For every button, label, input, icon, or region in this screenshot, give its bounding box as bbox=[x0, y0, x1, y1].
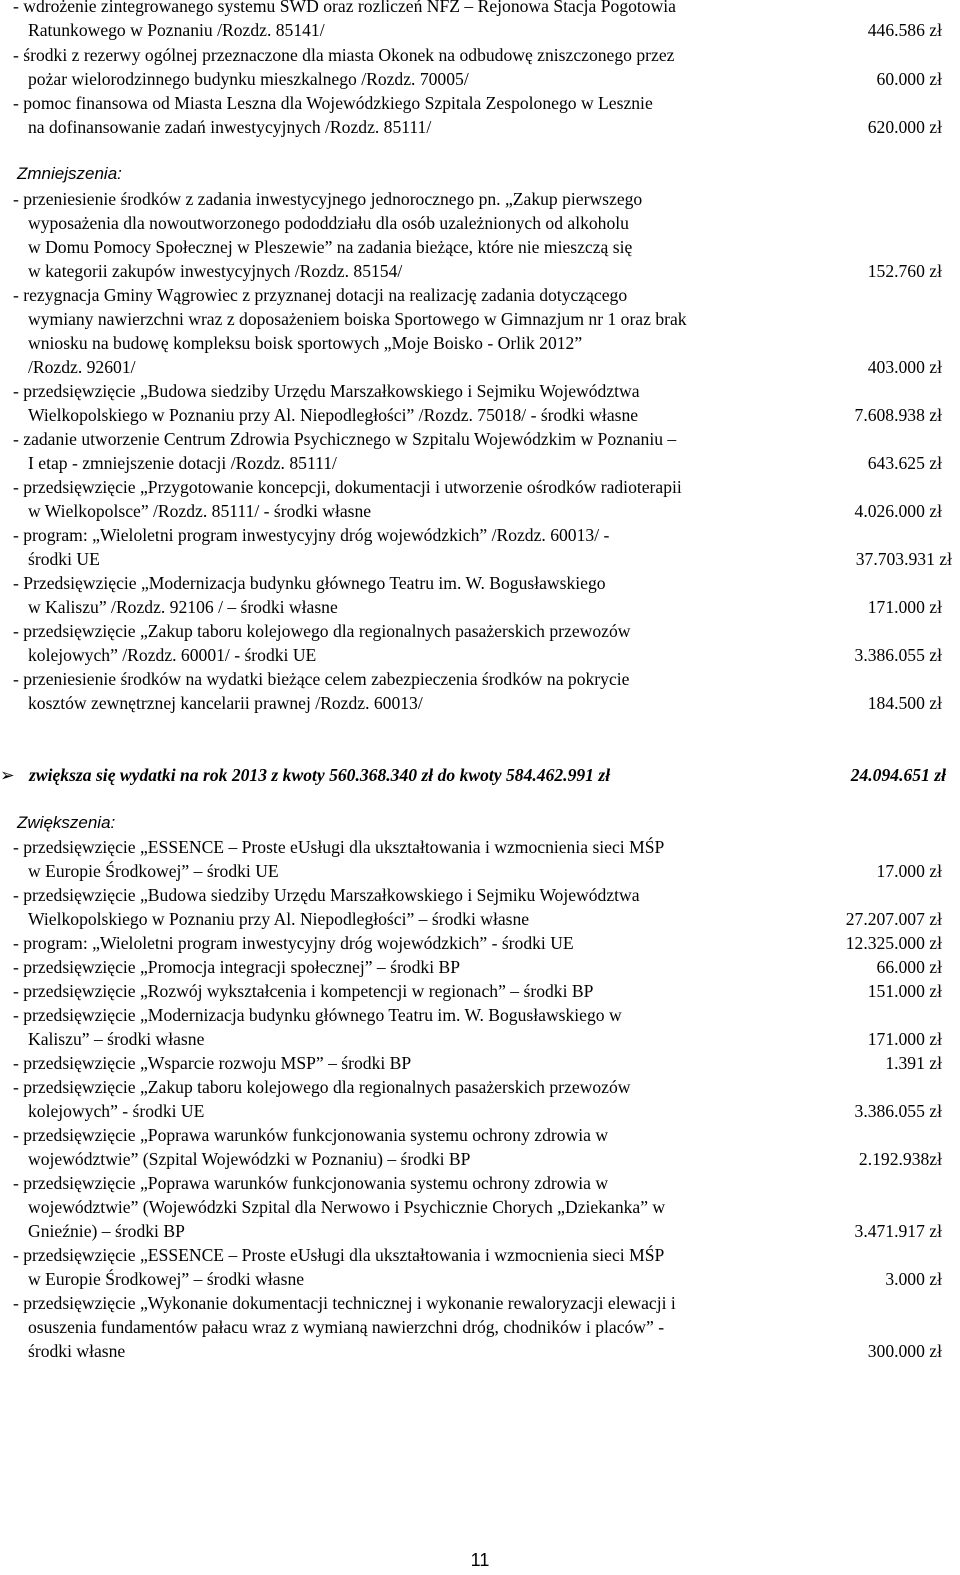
item-text: wyposażenia dla nowoutworzonego pododdziału dla osób uzależnionych od alkoholu bbox=[28, 213, 629, 233]
item-amount: 184.500 zł bbox=[867, 693, 942, 713]
item-text: - przedsięwzięcie „Wykonanie dokumentacji technicznej i wykonanie rewaloryzacji elewacji i bbox=[13, 1293, 676, 1313]
list-item bbox=[0, 1243, 960, 1291]
item-text: - przedsięwzięcie „Zakup taboru kolejowego dla regionalnych pasażerskich przewozów bbox=[13, 621, 631, 641]
item-amount: 3.471.917 zł bbox=[854, 1221, 942, 1241]
list-item bbox=[0, 931, 960, 955]
item-text: /Rozdz. 92601/ bbox=[28, 357, 136, 377]
decreases-heading: Zmniejszenia: bbox=[17, 164, 122, 183]
list-item bbox=[0, 619, 960, 667]
item-amount: 300.000 zł bbox=[867, 1341, 942, 1361]
item-text: Wielkopolskiego w Poznaniu przy Al. Niepodległości” – środki własne bbox=[28, 909, 530, 929]
list-item bbox=[0, 979, 960, 1003]
list-item bbox=[0, 1171, 960, 1243]
item-text: w Domu Pomocy Społecznej w Pleszewie” na zadania bieżące, które nie mieszczą się bbox=[28, 237, 633, 257]
list-item bbox=[0, 523, 960, 571]
item-text: - rezygnacja Gminy Wągrowiec z przyznanej dotacji na realizację zadania dotyczącego bbox=[13, 285, 628, 305]
item-text: na dofinansowanie zadań inwestycyjnych /Rozdz. 85111/ bbox=[28, 117, 432, 137]
item-text: w Europie Środkowej” – środki własne bbox=[28, 1269, 305, 1289]
list-item bbox=[0, 835, 960, 883]
list-item bbox=[0, 1003, 960, 1051]
item-text: - przedsięwzięcie „Budowa siedziby Urzędu Marszałkowskiego i Sejmiku Województwa bbox=[13, 381, 640, 401]
item-text: - przedsięwzięcie „Budowa siedziby Urzędu Marszałkowskiego i Sejmiku Województwa bbox=[13, 885, 640, 905]
item-text: kosztów zewnętrznej kancelarii prawnej /Rozdz. 60013/ bbox=[28, 693, 423, 713]
item-amount: 171.000 zł bbox=[867, 597, 942, 617]
item-text: kolejowych” /Rozdz. 60001/ - środki UE bbox=[28, 645, 317, 665]
item-amount: 620.000 zł bbox=[867, 117, 942, 137]
item-amount: 3.000 zł bbox=[885, 1269, 942, 1289]
item-text: - przedsięwzięcie „Poprawa warunków funkcjonowania systemu ochrony zdrowia w bbox=[13, 1125, 609, 1145]
item-text: Kaliszu” – środki własne bbox=[28, 1029, 205, 1049]
list-item bbox=[0, 475, 960, 523]
item-amount: 17.000 zł bbox=[876, 861, 942, 881]
item-text: osuszenia fundamentów pałacu wraz z wymianą nawierzchni dróg, chodników i placów” - bbox=[28, 1317, 665, 1337]
increases-heading: Zwiększenia: bbox=[17, 813, 116, 832]
list-item bbox=[0, 1075, 960, 1123]
item-text: - przedsięwzięcie „Rozwój wykształcenia i kompetencji w regionach” – środki BP bbox=[13, 981, 594, 1001]
item-amount: 12.325.000 zł bbox=[845, 933, 942, 953]
item-amount: 37.703.931 zł bbox=[855, 549, 952, 569]
item-text: środki własne bbox=[28, 1341, 126, 1361]
item-amount: 3.386.055 zł bbox=[854, 645, 942, 665]
item-text: w Kaliszu” /Rozdz. 92106 / – środki własne bbox=[28, 597, 338, 617]
item-text: - przedsięwzięcie „Przygotowanie koncepcji, dokumentacji i utworzenie ośrodków radioterapii bbox=[13, 477, 682, 497]
item-amount: 151.000 zł bbox=[867, 981, 942, 1001]
item-text: - wdrożenie zintegrowanego systemu SWD oraz rozliczeń NFZ – Rejonowa Stacja Pogotowia bbox=[13, 0, 676, 16]
item-text: Gnieźnie) – środki BP bbox=[28, 1221, 185, 1241]
arrow-bullet-icon: ➢ bbox=[0, 765, 15, 785]
page-number: 11 bbox=[470, 1550, 490, 1570]
list-item bbox=[0, 0, 960, 42]
item-text: - przedsięwzięcie „Modernizacja budynku głównego Teatru im. W. Bogusławskiego w bbox=[13, 1005, 622, 1025]
item-text: - przedsięwzięcie „Promocja integracji społecznej” – środki BP bbox=[13, 957, 461, 977]
item-amount: 27.207.007 zł bbox=[845, 909, 942, 929]
item-amount: 152.760 zł bbox=[867, 261, 942, 281]
item-text: I etap - zmniejszenie dotacji /Rozdz. 85111/ bbox=[28, 453, 337, 473]
item-text: - zadanie utworzenie Centrum Zdrowia Psychicznego w Szpitalu Wojewódzkim w Poznaniu – bbox=[13, 429, 677, 449]
item-amount: 4.026.000 zł bbox=[854, 501, 942, 521]
item-text: - przedsięwzięcie „Zakup taboru kolejowego dla regionalnych pasażerskich przewozów bbox=[13, 1077, 631, 1097]
item-text: - przedsięwzięcie „Poprawa warunków funkcjonowania systemu ochrony zdrowia w bbox=[13, 1173, 609, 1193]
list-item bbox=[0, 883, 960, 931]
expenditure-summary bbox=[0, 763, 960, 787]
item-amount: 403.000 zł bbox=[867, 357, 942, 377]
item-text: - przeniesienie środków z zadania inwestycyjnego jednorocznego pn. „Zakup pierwszego bbox=[13, 189, 643, 209]
item-text: Ratunkowego w Poznaniu /Rozdz. 85141/ bbox=[28, 20, 325, 40]
item-text: - przedsięwzięcie „Wsparcie rozwoju MSP” – środki BP bbox=[13, 1053, 412, 1073]
item-text: w kategorii zakupów inwestycyjnych /Rozdz. 85154/ bbox=[28, 261, 403, 281]
item-amount: 66.000 zł bbox=[876, 957, 942, 977]
list-item bbox=[0, 955, 960, 979]
item-amount: 7.608.938 zł bbox=[854, 405, 942, 425]
list-item bbox=[0, 1051, 960, 1075]
summary-text: zwiększa się wydatki na rok 2013 z kwoty 560.368.340 zł do kwoty 584.462.991 zł bbox=[29, 765, 611, 785]
list-item bbox=[0, 1123, 960, 1171]
list-item bbox=[0, 1291, 960, 1363]
list-item bbox=[0, 91, 960, 139]
item-text: - przedsięwzięcie „ESSENCE – Proste eUsługi dla ukształtowania i wzmocnienia sieci MŚP bbox=[13, 1245, 665, 1265]
item-text: - środki z rezerwy ogólnej przeznaczone dla miasta Okonek na odbudowę zniszczonego przez bbox=[13, 45, 675, 65]
item-amount: 60.000 zł bbox=[876, 69, 942, 89]
item-text: - Przedsięwzięcie „Modernizacja budynku głównego Teatru im. W. Bogusławskiego bbox=[13, 573, 606, 593]
item-amount: 446.586 zł bbox=[867, 20, 942, 40]
item-text: województwie” (Szpital Wojewódzki w Poznaniu) – środki BP bbox=[28, 1149, 471, 1169]
item-text: - program: „Wieloletni program inwestycyjny dróg wojewódzkich” /Rozdz. 60013/ - bbox=[13, 525, 610, 545]
item-text: w Europie Środkowej” – środki UE bbox=[28, 861, 279, 881]
list-item bbox=[0, 187, 960, 283]
list-item bbox=[0, 571, 960, 619]
item-text: wymiany nawierzchni wraz z doposażeniem boiska Sportowego w Gimnazjum nr 1 oraz brak bbox=[28, 309, 687, 329]
list-item bbox=[0, 667, 960, 715]
item-text: Wielkopolskiego w Poznaniu przy Al. Niepodległości” /Rozdz. 75018/ - środki własne bbox=[28, 405, 639, 425]
list-item bbox=[0, 283, 960, 379]
item-amount: 2.192.938zł bbox=[858, 1149, 942, 1169]
summary-amount: 24.094.651 zł bbox=[850, 765, 946, 785]
item-text: wniosku na budowę kompleksu boisk sportowych „Moje Boisko - Orlik 2012” bbox=[28, 333, 583, 353]
item-text: - przeniesienie środków na wydatki bieżące celem zabezpieczenia środków na pokrycie bbox=[13, 669, 630, 689]
item-amount: 1.391 zł bbox=[885, 1053, 942, 1073]
item-text: - pomoc finansowa od Miasta Leszna dla Wojewódzkiego Szpitala Zespolonego w Lesznie bbox=[13, 93, 653, 113]
item-text: - program: „Wieloletni program inwestycyjny dróg wojewódzkich” - środki UE bbox=[13, 933, 574, 953]
item-amount: 643.625 zł bbox=[867, 453, 942, 473]
list-item bbox=[0, 379, 960, 427]
item-text: pożar wielorodzinnego budynku mieszkalnego /Rozdz. 70005/ bbox=[28, 69, 469, 89]
item-text: - przedsięwzięcie „ESSENCE – Proste eUsługi dla ukształtowania i wzmocnienia sieci MŚP bbox=[13, 837, 665, 857]
item-text: środki UE bbox=[28, 549, 100, 569]
item-text: kolejowych” - środki UE bbox=[28, 1101, 205, 1121]
item-amount: 3.386.055 zł bbox=[854, 1101, 942, 1121]
item-text: województwie” (Wojewódzki Szpital dla Nerwowo i Psychicznie Chorych „Dziekanka” w bbox=[28, 1197, 666, 1217]
list-item bbox=[0, 427, 960, 475]
item-amount: 171.000 zł bbox=[867, 1029, 942, 1049]
list-item bbox=[0, 43, 960, 91]
item-text: w Wielkopolsce” /Rozdz. 85111/ - środki własne bbox=[28, 501, 372, 521]
